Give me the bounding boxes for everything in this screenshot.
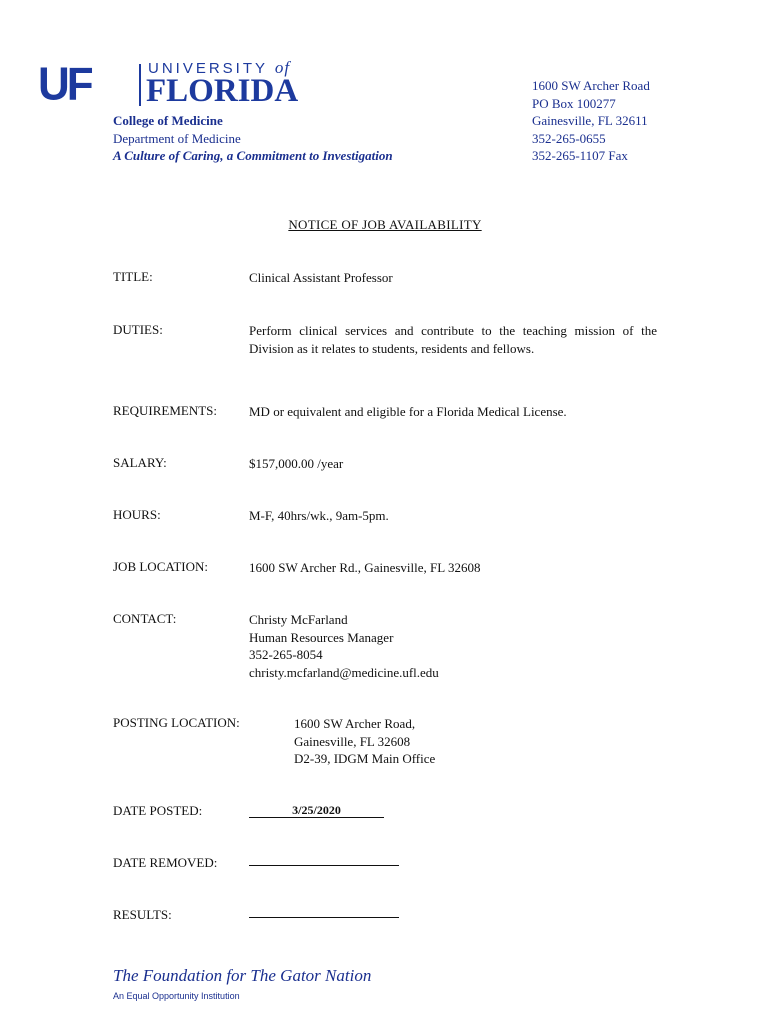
- contact-label: CONTACT:: [113, 611, 177, 626]
- posting-location-block: [294, 715, 435, 768]
- job-location-label: JOB LOCATION:: [113, 559, 208, 574]
- date-posted-label: DATE POSTED:: [113, 803, 203, 818]
- date-posted-value: 3/25/2020: [249, 803, 384, 818]
- date-removed-blank: [249, 853, 399, 866]
- salary-value: $157,000.00 /year: [249, 456, 344, 471]
- logo-of-word: of: [274, 58, 291, 77]
- logo-florida-word: FLORIDA: [146, 73, 299, 109]
- date-removed-label: DATE REMOVED:: [113, 855, 218, 870]
- logo-university-word: UNIVERSITY: [148, 60, 268, 77]
- requirements-value: MD or equivalent and eligible for a Florida Medical License.: [249, 404, 567, 419]
- title-label: TITLE:: [113, 269, 153, 284]
- results-field: [249, 905, 399, 923]
- address-fax: 352-265-1107 Fax: [532, 148, 628, 163]
- tagline: A Culture of Caring, a Commitment to Investigation: [113, 148, 393, 163]
- address-city: Gainesville, FL 32611: [532, 113, 648, 128]
- date-removed-field: [249, 853, 399, 871]
- contact-name: Christy McFarland: [249, 612, 348, 627]
- college-name: College of Medicine: [113, 113, 223, 128]
- contact-email: christy.mcfarland@medicine.ufl.edu: [249, 664, 439, 680]
- date-posted-field: [249, 801, 384, 819]
- results-blank: [249, 905, 399, 918]
- footer-slogan: The Foundation for The Gator Nation: [113, 966, 372, 985]
- duties-value: Perform clinical services and contribute to the teaching mission of the Division as it relates to students, residents and fellows.: [249, 323, 657, 356]
- address-phone: 352-265-0655: [532, 130, 606, 146]
- job-location-value: 1600 SW Archer Rd., Gainesville, FL 32608: [249, 560, 481, 575]
- hours-value: M-F, 40hrs/wk., 9am-5pm.: [249, 508, 389, 523]
- requirements-label: REQUIREMENTS:: [113, 403, 217, 418]
- uf-logo-mark: UF: [38, 58, 91, 111]
- posting-line-1: 1600 SW Archer Road,: [294, 716, 416, 731]
- footer-eeo: An Equal Opportunity Institution: [113, 991, 240, 1001]
- contact-role: Human Resources Manager: [249, 629, 394, 645]
- header-right-block: [532, 77, 650, 165]
- posting-location-label: POSTING LOCATION:: [113, 715, 240, 730]
- contact-phone: 352-265-8054: [249, 647, 323, 662]
- logo-divider: [139, 64, 141, 106]
- uf-logo: [38, 58, 299, 111]
- results-label: RESULTS:: [113, 907, 172, 922]
- header-left-block: [113, 112, 393, 165]
- contact-block: [249, 611, 439, 681]
- posting-line-2: Gainesville, FL 32608: [294, 733, 411, 749]
- salary-label: SALARY:: [113, 455, 167, 470]
- department-name: Department of Medicine: [113, 130, 241, 146]
- hours-label: HOURS:: [113, 507, 161, 522]
- notice-title: NOTICE OF JOB AVAILABILITY: [288, 217, 482, 232]
- duties-label: DUTIES:: [113, 322, 163, 337]
- posting-line-3: D2-39, IDGM Main Office: [294, 751, 436, 766]
- address-line-1: 1600 SW Archer Road: [532, 78, 650, 93]
- title-value: Clinical Assistant Professor: [249, 270, 393, 285]
- address-line-2: PO Box 100277: [532, 95, 616, 111]
